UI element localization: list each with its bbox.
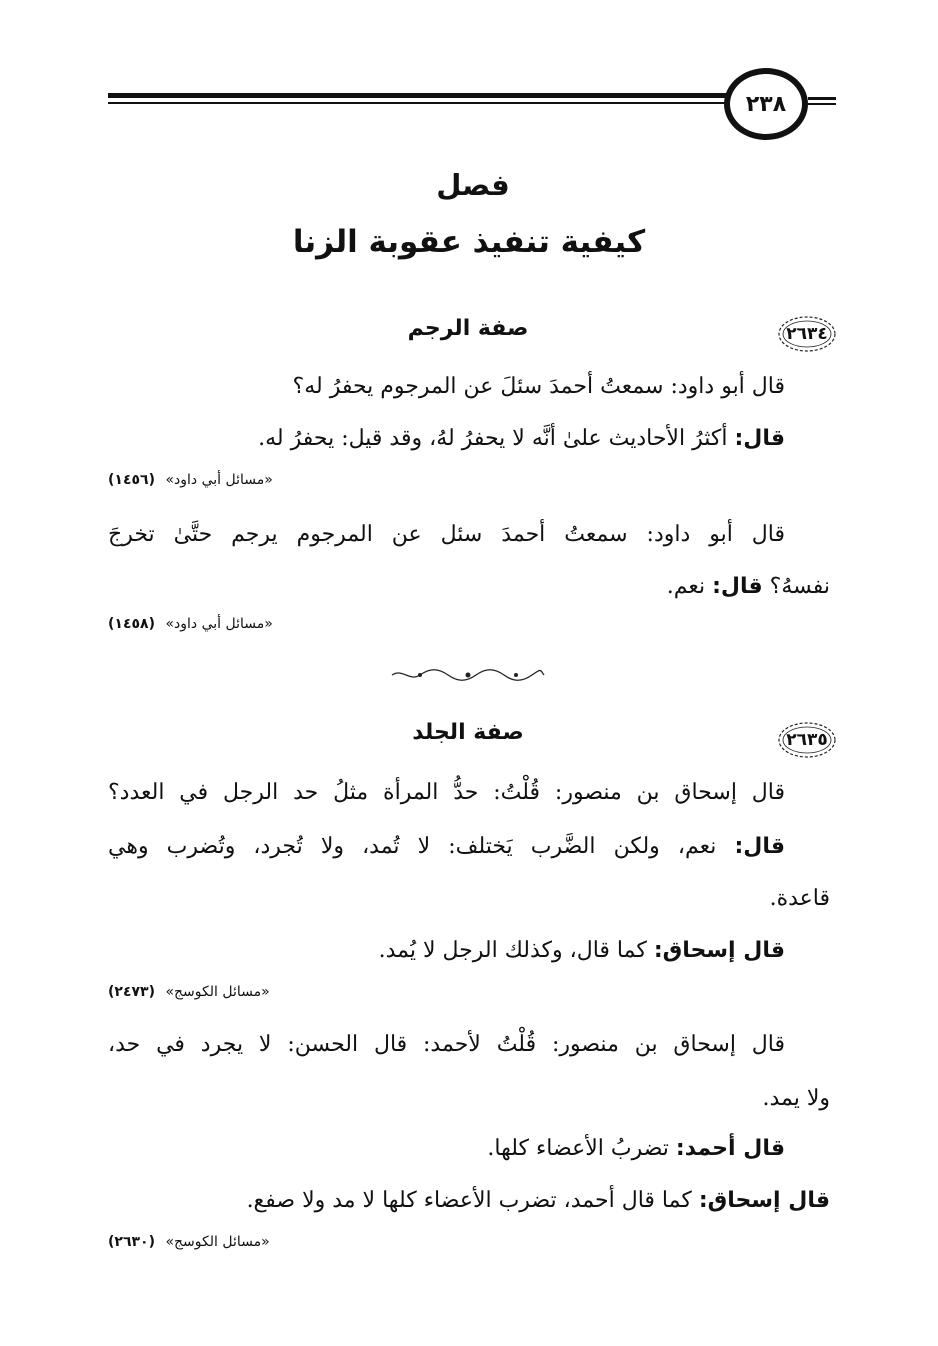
citation-number: (٢٤٧٣)	[108, 984, 155, 1000]
line-text: نعم.	[666, 574, 713, 599]
text-line	[379, 936, 785, 966]
citation	[108, 616, 273, 632]
text-line	[258, 424, 785, 454]
header-rule	[108, 93, 726, 106]
citation-source: «مسائل الكوسج»	[165, 984, 270, 1000]
line-text: نعم، ولكن الضَّرب يَختلف: لا تُمد، ولا تُجرد، وتُضرب وهي	[108, 834, 735, 859]
citation	[108, 472, 273, 488]
line-text: كما قال، وكذلك الرجل لا يُمد.	[378, 938, 654, 963]
speaker-label: قال إسحاق:	[698, 1188, 830, 1213]
line-text: قال إسحاق بن منصور: قُلْتُ لأحمد: قال الحسن: لا يجرد في حد،	[108, 1032, 785, 1057]
speaker-label: قال:	[734, 426, 785, 451]
citation-number: (١٤٥٦)	[108, 472, 155, 488]
speaker-label: قال أحمد:	[675, 1136, 785, 1161]
chapter-title: كيفية تنفيذ عقوبة الزنا	[292, 224, 646, 260]
text-line	[667, 572, 830, 602]
line-text: قال أبو داود: سمعتُ أحمدَ سئلَ عن المرجوم يحفرُ له؟	[292, 374, 785, 399]
text-line	[108, 1030, 785, 1060]
text-line	[293, 372, 785, 402]
citation	[108, 984, 270, 1000]
line-text: قال أبو داود: سمعتُ أحمدَ سئل عن المرجوم يرجم حتَّىٰ تخرجَ	[108, 522, 785, 547]
issue-number: ٢٦٣٤	[786, 324, 828, 344]
citation	[108, 1234, 270, 1250]
text-line	[108, 1186, 830, 1216]
citation-number: (٢٦٣٠)	[108, 1234, 155, 1250]
citation-source: «مسائل أبي داود»	[165, 472, 273, 488]
line-text: تضربُ الأعضاء كلها.	[487, 1136, 676, 1161]
speaker-label: قال:	[712, 574, 763, 599]
section-heading: صفة الجلد	[412, 720, 524, 745]
citation-source: «مسائل أبي داود»	[165, 616, 273, 632]
line-text: ولا يمد.	[762, 1086, 830, 1111]
line-text: قال إسحاق بن منصور: قُلْتُ: حدُّ المرأة مثلُ حد الرجل في العدد؟	[108, 780, 785, 805]
issue-number: ٢٦٣٥	[786, 730, 828, 750]
issue-number-rosette	[776, 720, 838, 760]
section-divider-ornament-icon	[388, 666, 548, 684]
citation-source: «مسائل الكوسج»	[165, 1234, 270, 1250]
line-text: نفسهُ؟	[762, 574, 830, 599]
speaker-label: قال إسحاق:	[653, 938, 785, 963]
line-text: أكثرُ الأحاديث علىٰ أنَّه لا يحفرُ لهُ، وقد قيل: يحفرُ له.	[258, 426, 735, 451]
text-line	[487, 1134, 785, 1164]
issue-number-rosette	[776, 314, 838, 354]
line-text: كما قال أحمد، تضرب الأعضاء كلها لا مد ولا صفع.	[246, 1188, 699, 1213]
line-text: قاعدة.	[769, 886, 830, 911]
page-number: ٢٣٨	[724, 68, 808, 140]
citation-number: (١٤٥٨)	[108, 616, 155, 632]
section-heading: صفة الرجم	[407, 316, 529, 341]
header-rule-tail	[808, 97, 836, 105]
chapter-heading: فصل	[436, 168, 510, 202]
text-line	[762, 1084, 830, 1114]
text-line	[108, 778, 785, 808]
text-line	[770, 884, 830, 914]
text-line	[108, 832, 785, 862]
text-line	[108, 520, 785, 550]
speaker-label: قال:	[734, 834, 785, 859]
